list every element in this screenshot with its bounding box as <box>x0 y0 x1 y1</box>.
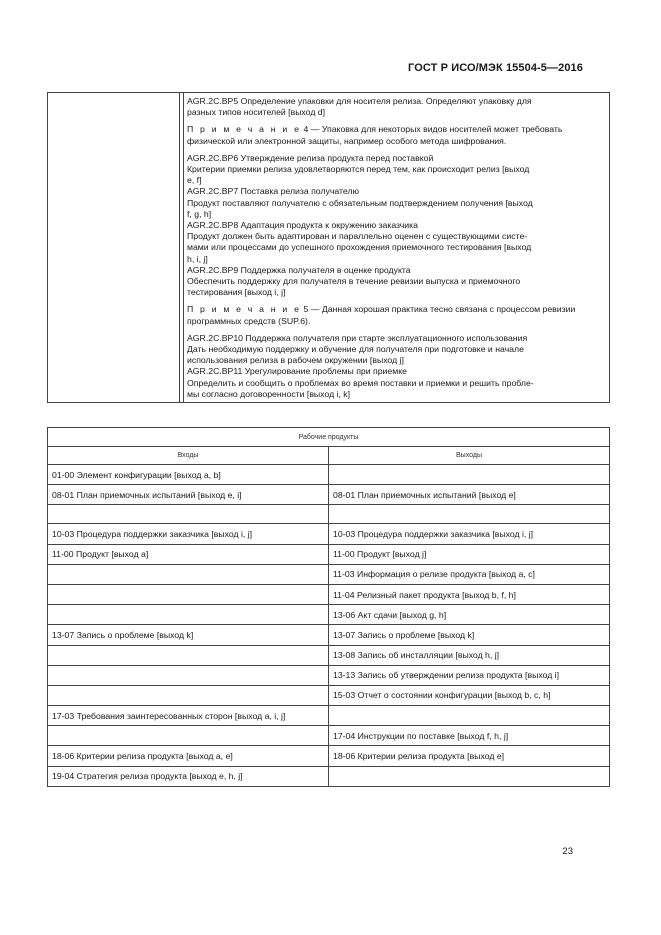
work-products-caption: Рабочие продукты <box>48 428 610 447</box>
table-row <box>48 485 610 505</box>
text-line-content: Определить и сообщить о проблемах во время поставки и приемки и решить пробле- <box>187 377 534 388</box>
output-cell <box>329 706 610 726</box>
text-line <box>187 107 606 118</box>
page-number: 23 <box>562 846 573 857</box>
text-line <box>187 231 606 242</box>
table-row <box>48 706 610 726</box>
text-line <box>187 136 606 147</box>
input-cell <box>48 584 329 604</box>
text-line-content: мы согласно договоренности [выход i, k] <box>187 388 351 399</box>
text-line-content: Продукт поставляют получателю с обязательным подтверждением получения [выход <box>187 197 533 208</box>
text-line <box>187 276 606 287</box>
text-line-content: AGR.2C.BP9 Поддержка получателя в оценке продукта <box>187 264 411 275</box>
work-products-table <box>47 427 610 787</box>
text-line-content: AGR.2C.BP7 Поставка релиза получателю <box>187 186 360 197</box>
text-line-content: f, g, h] <box>187 208 212 219</box>
outputs-header: Выходы <box>329 447 610 465</box>
output-cell: 15-03 Отчет о состоянии конфигурации [выход b, c, h] <box>329 685 610 705</box>
table-row <box>48 605 610 625</box>
base-practices-table <box>47 92 610 403</box>
output-cell: 13-08 Запись об инсталляции [выход h, j] <box>329 645 610 665</box>
text-line <box>187 254 606 265</box>
input-cell <box>48 726 329 746</box>
text-line <box>187 304 606 315</box>
practice-bp11 <box>187 366 606 400</box>
text-line-content: h, i, j] <box>187 253 208 264</box>
table-row <box>48 544 610 564</box>
text-line-content: программных средств (SUP.6). <box>187 315 311 326</box>
practice-bp10 <box>187 333 606 367</box>
output-cell: 17-04 Инструкции по поставке [выход f, h, j] <box>329 726 610 746</box>
note-4 <box>187 124 606 146</box>
input-cell: 11-00 Продукт [выход a] <box>48 544 329 564</box>
text-line-content: Продукт должен быть адаптирован и параллельно оценен с существующими систе- <box>187 231 528 242</box>
table-row <box>48 645 610 665</box>
table-row <box>48 766 610 786</box>
input-cell <box>48 605 329 625</box>
practice-bp7 <box>187 186 606 220</box>
input-cell <box>48 505 329 524</box>
text-line <box>187 366 606 377</box>
text-line <box>187 355 606 366</box>
input-cell <box>48 645 329 665</box>
text-line <box>187 242 606 253</box>
output-cell: 13-13 Запись об утверждении релиза продукта [выход i] <box>329 665 610 685</box>
practice-bp9 <box>187 265 606 299</box>
note-label: П р и м е ч а н и е <box>187 304 302 315</box>
input-cell: 18-06 Критерии релиза продукта [выход a, e] <box>48 746 329 766</box>
practices-cell <box>184 93 610 403</box>
text-line-content: Обеспечить поддержку для получателя в течение ревизии выпуска и приемочного <box>187 276 521 287</box>
text-line-content: разных типов носителей [выход d] <box>187 107 326 118</box>
input-cell <box>48 665 329 685</box>
text-line <box>187 378 606 389</box>
input-cell: 10-03 Процедура поддержки заказчика [выход i, j] <box>48 524 329 544</box>
text-line-content: Критерии приемки релиза удовлетворяются перед тем, как происходит релиз [выход <box>187 164 530 175</box>
text-line <box>187 175 606 186</box>
text-line <box>187 209 606 220</box>
practice-bp8 <box>187 220 606 265</box>
text-line-content: 5 — Данная хорошая практика тесно связана с процессом ревизии <box>303 304 576 315</box>
text-line <box>187 153 606 164</box>
text-line-content: физической или электронной защиты, например особого метода шифрования. <box>187 135 507 146</box>
input-cell: 01-00 Элемент конфигурации [выход a, b] <box>48 465 329 485</box>
text-line-content: использования релиза в рабочем окружении [выход j] <box>187 355 404 366</box>
text-line-content: AGR.2C.BP10 Поддержка получателя при старте эксплуатационного использования <box>187 332 528 343</box>
practice-bp6 <box>187 153 606 187</box>
text-line <box>187 287 606 298</box>
text-line <box>187 316 606 327</box>
note-label: П р и м е ч а н и е <box>187 124 302 135</box>
text-line <box>187 220 606 231</box>
inputs-header: Входы <box>48 447 329 465</box>
input-cell: 17-03 Требования заинтересованных сторон [выход a, i, j] <box>48 706 329 726</box>
output-cell: 11-00 Продукт [выход j] <box>329 544 610 564</box>
text-line <box>187 96 606 107</box>
text-line <box>187 265 606 276</box>
table-row <box>48 746 610 766</box>
text-line-content: e, f] <box>187 175 202 186</box>
input-cell <box>48 564 329 584</box>
table-row <box>48 564 610 584</box>
table-row <box>48 505 610 524</box>
practices-list <box>184 93 609 402</box>
output-cell: 18-06 Критерии релиза продукта [выход e] <box>329 746 610 766</box>
text-line-content: 4 — Упаковка для некоторых видов носителей может требовать <box>303 124 563 135</box>
input-cell: 19-04 Стратегия релиза продукта [выход e, h, j] <box>48 766 329 786</box>
output-cell: 08-01 План приемочных испытаний [выход e] <box>329 485 610 505</box>
text-line <box>187 344 606 355</box>
text-line <box>187 198 606 209</box>
output-cell: 11-04 Релизный пакет продукта [выход b, f, h] <box>329 584 610 604</box>
text-line-content: AGR.2C.BP8 Адаптация продукта к окружению заказчика <box>187 220 418 231</box>
table-row <box>48 625 610 645</box>
text-line <box>187 186 606 197</box>
output-cell <box>329 766 610 786</box>
input-cell: 08-01 План приемочных испытаний [выход e, i] <box>48 485 329 505</box>
text-line-content: тестирования [выход i, j] <box>187 287 286 298</box>
input-cell <box>48 685 329 705</box>
text-line <box>187 164 606 175</box>
text-line <box>187 389 606 400</box>
input-cell: 13-07 Запись о проблеме [выход k] <box>48 625 329 645</box>
process-id-cell <box>48 93 180 403</box>
text-line-content: Дать необходимую поддержку и обучение для получателя при подготовке и начале <box>187 344 524 355</box>
document-code: ГОСТ Р ИСО/МЭК 15504-5—2016 <box>408 62 583 74</box>
text-line <box>187 124 606 135</box>
output-cell: 10-03 Процедура поддержки заказчика [выход i, j] <box>329 524 610 544</box>
practice-bp5 <box>187 96 606 118</box>
text-line-content: AGR.2C.BP6 Утверждение релиза продукта перед поставкой <box>187 152 434 163</box>
table-row <box>48 524 610 544</box>
table-row <box>48 665 610 685</box>
output-cell <box>329 505 610 524</box>
table-row <box>48 584 610 604</box>
output-cell: 11-03 Информация о релизе продукта [выход a, c] <box>329 564 610 584</box>
table-row <box>48 465 610 485</box>
text-line-content: мами или процессами до успешного прохождения приемочного тестирования [выход <box>187 242 532 253</box>
table-row <box>48 685 610 705</box>
text-line-content: AGR.2C.BP5 Определение упаковки для носителя релиза. Определяют упаковку для <box>187 96 532 106</box>
output-cell: 13-06 Акт сдачи [выход g, h] <box>329 605 610 625</box>
output-cell: 13-07 Запись о проблеме [выход k] <box>329 625 610 645</box>
text-line-content: AGR.2C.BP11 Урегулирование проблемы при приемке <box>187 366 407 377</box>
text-line <box>187 333 606 344</box>
table-row <box>48 726 610 746</box>
note-5 <box>187 304 606 326</box>
output-cell <box>329 465 610 485</box>
